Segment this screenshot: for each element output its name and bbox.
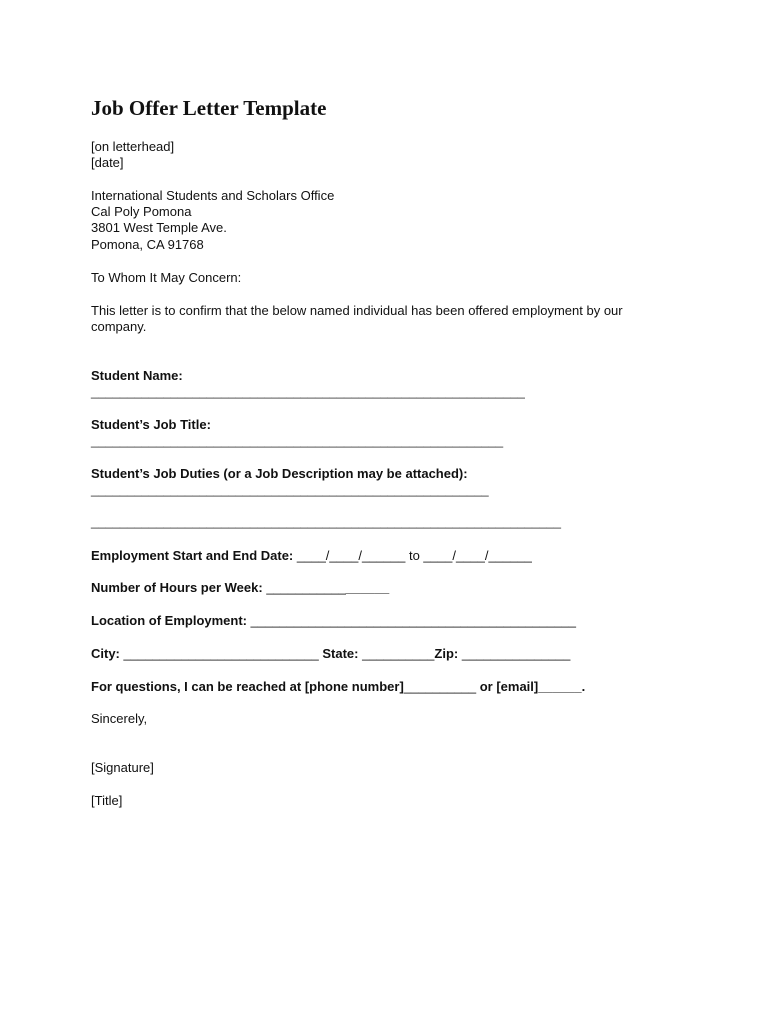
intro-paragraph: This letter is to confirm that the below named individual has been offered employment by our company. [91,303,623,334]
zip-label: Zip: [434,646,459,661]
job-title-label: Student’s Job Title: [91,417,211,432]
signer-title-placeholder: [Title] [91,793,123,808]
phone-blank[interactable]: __________ [403,679,477,694]
job-duties-blank-2[interactable]: _________________________________________________________________ [91,514,561,529]
recipient-line-4: Pomona, CA 91768 [91,237,204,252]
or-email-text: or [email] [479,679,539,694]
employment-dates-label: Employment Start and End Date: [91,548,294,563]
student-name-label: Student Name: [91,368,183,383]
state-blank[interactable]: __________ [362,646,435,661]
signature-placeholder: [Signature] [91,760,154,775]
city-state-zip-row [91,646,570,662]
end-date-blank[interactable]: ____/____/______ [423,548,532,563]
letterhead-placeholder: [on letterhead] [91,139,175,154]
start-date-blank[interactable]: ____/____/______ [296,548,406,563]
recipient-line-2: Cal Poly Pomona [91,204,192,219]
location-row [91,613,576,629]
hours-per-week-row [91,580,389,596]
hours-per-week-blank-a[interactable]: ___________ [266,580,346,595]
location-label: Location of Employment: [91,613,247,628]
state-label: State: [322,646,359,661]
location-blank[interactable]: _____________________________________________ [250,613,576,628]
closing: Sincerely, [91,711,148,726]
dates-to-text: to [408,548,420,563]
questions-text: For questions, I can be reached at [phone number] [91,679,404,694]
email-blank[interactable]: ______. [538,679,586,694]
recipient-line-1: International Students and Scholars Office [91,188,335,203]
zip-blank[interactable]: _______________ [461,646,571,661]
city-blank[interactable]: ___________________________ [123,646,319,661]
job-duties-blank-1[interactable]: _______________________________________________________ [91,482,489,497]
student-name-blank[interactable]: ____________________________________________________________ [91,384,525,399]
hours-per-week-blank-b[interactable]: ______ [345,580,390,595]
date-placeholder: [date] [91,155,124,170]
job-duties-label: Student’s Job Duties (or a Job Description may be attached): [91,466,468,481]
job-title-blank[interactable]: _________________________________________________________ [91,433,504,448]
employment-dates-row [91,548,532,564]
hours-per-week-label: Number of Hours per Week: [91,580,263,595]
recipient-line-3: 3801 West Temple Ave. [91,220,227,235]
city-label: City: [91,646,120,661]
questions-row [91,679,585,695]
salutation: To Whom It May Concern: [91,270,242,285]
document-title: Job Offer Letter Template [91,96,327,120]
